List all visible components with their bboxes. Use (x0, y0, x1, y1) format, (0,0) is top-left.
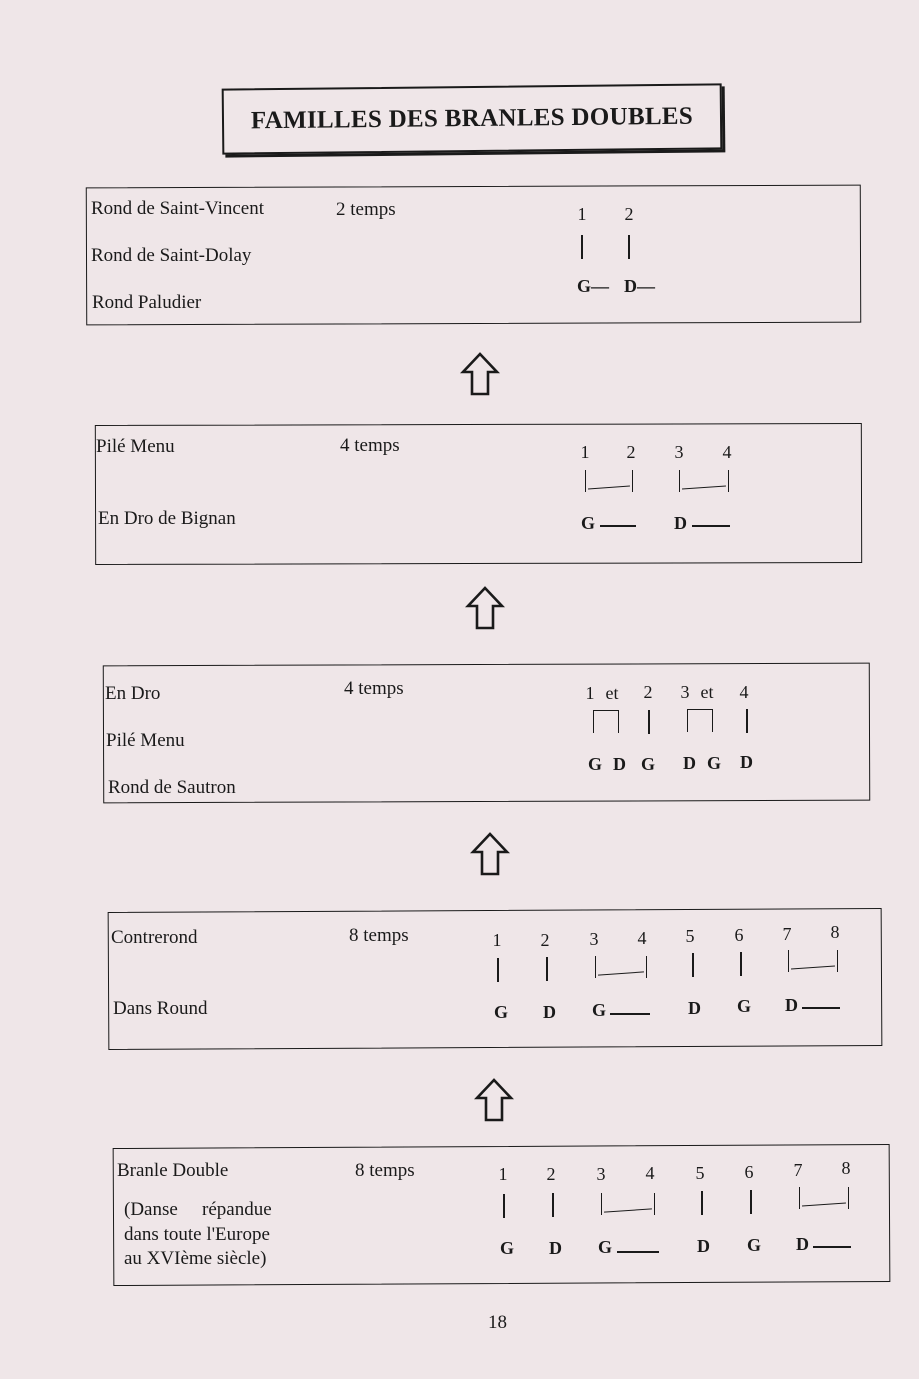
step-letter: D (785, 995, 798, 1015)
count-label: et (700, 682, 714, 702)
dance-name: Branle Double (117, 1160, 229, 1181)
dance-name: Pilé Menu (106, 730, 185, 751)
up-arrow-icon (465, 586, 505, 630)
step-bar (746, 709, 748, 733)
count-label: 6 (734, 925, 744, 945)
count-label: 1 (585, 683, 595, 703)
step-letter: D (613, 754, 626, 774)
dance-name: Contrerond (111, 927, 198, 948)
count-label: 6 (744, 1162, 754, 1182)
count-label: 1 (577, 204, 587, 224)
step-bar (628, 235, 630, 259)
temps-label: 4 temps (344, 678, 404, 699)
count-label: 4 (739, 682, 749, 702)
step-letter: D (674, 513, 687, 533)
count-label: 3 (596, 1164, 606, 1184)
dance-name: Rond Paludier (92, 292, 202, 313)
step-tie (595, 956, 647, 978)
dance-note: (Danse (124, 1199, 178, 1220)
step-bar (692, 953, 694, 977)
step-gate (687, 709, 713, 732)
family-box-2 (95, 423, 862, 565)
step-tie (679, 470, 729, 492)
count-label: 2 (643, 682, 653, 702)
step-letter: G (494, 1002, 509, 1022)
step-letter: D (543, 1002, 556, 1022)
dance-name: Pilé Menu (96, 436, 175, 457)
step-bar (740, 952, 742, 976)
step-dash (692, 525, 730, 527)
step-bar (648, 710, 650, 734)
page-title (222, 83, 723, 154)
count-label: 3 (680, 682, 690, 702)
page-title-text: FAMILLES DES BRANLES DOUBLES (250, 102, 694, 135)
step-letter: G (641, 754, 656, 774)
temps-label: 4 temps (340, 435, 400, 456)
step-bar (546, 957, 548, 981)
step-tie (799, 1187, 849, 1209)
count-label: 4 (645, 1163, 655, 1183)
step-letter: D (549, 1238, 562, 1258)
step-letter: D (697, 1236, 710, 1256)
count-label: 4 (722, 442, 732, 462)
step-gate (593, 710, 619, 733)
count-label: 2 (540, 930, 550, 950)
step-tie (788, 950, 838, 972)
count-label: 1 (580, 442, 590, 462)
temps-label: 2 temps (336, 199, 396, 220)
count-label: 3 (589, 929, 599, 949)
step-dash (600, 525, 636, 527)
step-letter: D— (624, 276, 655, 296)
dance-name: Rond de Sautron (108, 777, 236, 798)
step-bar (503, 1194, 505, 1218)
count-label: 1 (492, 930, 502, 950)
step-dash (617, 1251, 659, 1253)
temps-label: 8 temps (349, 925, 409, 946)
step-letter: D (683, 753, 696, 773)
step-letter: G (598, 1237, 613, 1257)
step-letter: G (500, 1238, 515, 1258)
step-letter: D (688, 998, 701, 1018)
dance-note: dans toute l'Europe (124, 1224, 270, 1245)
count-label: 7 (793, 1160, 803, 1180)
page-number: 18 (488, 1312, 507, 1333)
count-label: 2 (546, 1164, 556, 1184)
count-label: 2 (624, 204, 634, 224)
step-dash (813, 1246, 851, 1248)
step-letter: G (707, 753, 722, 773)
up-arrow-icon (474, 1078, 514, 1122)
step-dash (610, 1013, 650, 1015)
dance-name: Rond de Saint-Dolay (91, 245, 252, 266)
count-label: 4 (637, 928, 647, 948)
step-bar (581, 235, 583, 259)
step-letter: G— (577, 276, 610, 296)
dance-note: répandue (202, 1199, 272, 1220)
count-label: 7 (782, 924, 792, 944)
count-label: et (605, 683, 619, 703)
step-letter: G (737, 996, 752, 1016)
temps-label: 8 temps (355, 1160, 415, 1181)
dance-note: au XVIème siècle) (124, 1248, 267, 1269)
count-label: 8 (841, 1158, 851, 1178)
step-letter: D (796, 1234, 809, 1254)
up-arrow-icon (460, 352, 500, 396)
step-letter: G (747, 1235, 762, 1255)
step-letter: D (740, 752, 753, 772)
dance-name: Dans Round (113, 998, 208, 1019)
up-arrow-icon (470, 832, 510, 876)
count-label: 1 (498, 1164, 508, 1184)
dance-name: En Dro de Bignan (98, 508, 236, 529)
step-letter: G (588, 754, 603, 774)
step-tie (601, 1193, 655, 1215)
step-letter: G (581, 513, 596, 533)
dance-name: Rond de Saint-Vincent (91, 198, 264, 219)
count-label: 8 (830, 922, 840, 942)
count-label: 3 (674, 442, 684, 462)
count-label: 5 (685, 926, 695, 946)
step-bar (497, 958, 499, 982)
step-bar (552, 1193, 554, 1217)
step-dash (802, 1007, 840, 1009)
step-letter: G (592, 1000, 607, 1020)
count-label: 5 (695, 1163, 705, 1183)
count-label: 2 (626, 442, 636, 462)
step-bar (750, 1190, 752, 1214)
step-tie (585, 470, 633, 492)
dance-name: En Dro (105, 683, 161, 704)
step-bar (701, 1191, 703, 1215)
